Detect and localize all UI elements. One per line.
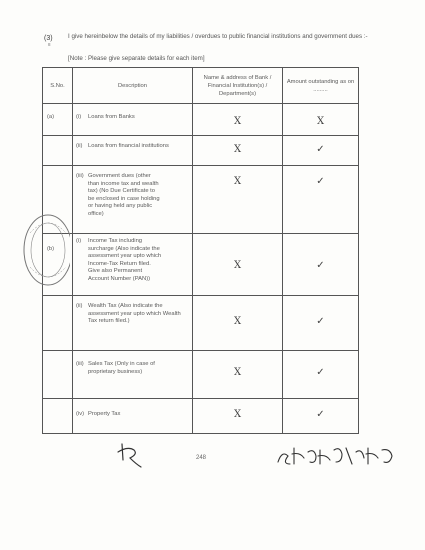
row-desc: Loans from financial institutions (88, 143, 169, 149)
table-row (43, 104, 359, 136)
mark-cross: X (233, 144, 242, 155)
row-num: (iii) (76, 361, 84, 367)
row-desc: Loans from Banks (88, 114, 135, 120)
mark-check: ✓ (316, 316, 325, 327)
table-row (43, 296, 359, 351)
table-row (43, 399, 359, 434)
intro-text: I give hereinbelow the details of my liabilities / overdues to public financial institutions and government dues :- (68, 33, 368, 40)
row-desc: Government dues (other than income tax and wealth tax) (No Due Certificate to be enclosed in case holding or having held any public office) (88, 173, 160, 217)
mark-cross: X (233, 176, 242, 187)
mark-cross: X (233, 116, 242, 127)
header-amount: Amount outstanding as on ......... (283, 68, 359, 104)
mark-cross: X (316, 116, 325, 127)
row-num: (ii) (76, 303, 83, 309)
liabilities-table (42, 67, 359, 434)
mark-check: ✓ (316, 367, 325, 378)
mark-cross: X (233, 367, 242, 378)
item-number: (3) (44, 35, 53, 42)
row-num: (iii) (76, 173, 84, 179)
row-num: (i) (76, 114, 82, 120)
table-header-row (43, 68, 359, 104)
row-desc: Property Tax (88, 411, 121, 417)
table-row (43, 234, 359, 296)
header-sno: S.No. (43, 68, 73, 104)
table-row (43, 351, 359, 399)
row-num: (iv) (76, 411, 85, 417)
row-desc: Income Tax including surcharge (Also indicate the assessment year upto which Income-Tax Return filed. Give also Permanent Account Number (PAN)) (88, 238, 162, 282)
mark-cross: X (233, 316, 242, 327)
mark-check: ✓ (316, 144, 325, 155)
row-sno: (a) (47, 114, 55, 120)
handwritten-date (272, 440, 402, 470)
mark-check: ✓ (316, 260, 325, 271)
row-num: (i) (76, 238, 82, 244)
mark-check: ✓ (316, 409, 325, 420)
mark-cross: X (233, 260, 242, 271)
initial-signature (114, 438, 148, 472)
mark-cross: X (233, 409, 242, 420)
row-desc: Wealth Tax (Also indicate the assessment year upto which Wealth Tax return filed.) (88, 303, 181, 325)
note-text: [Note : Please give separate details for each item] (68, 55, 205, 62)
item-subnumber: 8 (48, 42, 51, 47)
table-row (43, 166, 359, 234)
header-description: Description (73, 68, 193, 104)
table-row (43, 136, 359, 166)
page-number: 248 (196, 455, 207, 461)
mark-check: ✓ (316, 176, 325, 187)
official-stamp (18, 213, 70, 287)
row-num: (ii) (76, 143, 83, 149)
header-bank: Name & address of Bank / Financial Institution(s) / Department(s) (193, 68, 283, 104)
row-desc: Sales Tax (Only in case of proprietary business) (88, 361, 155, 375)
row-sno: (b) (47, 246, 55, 252)
